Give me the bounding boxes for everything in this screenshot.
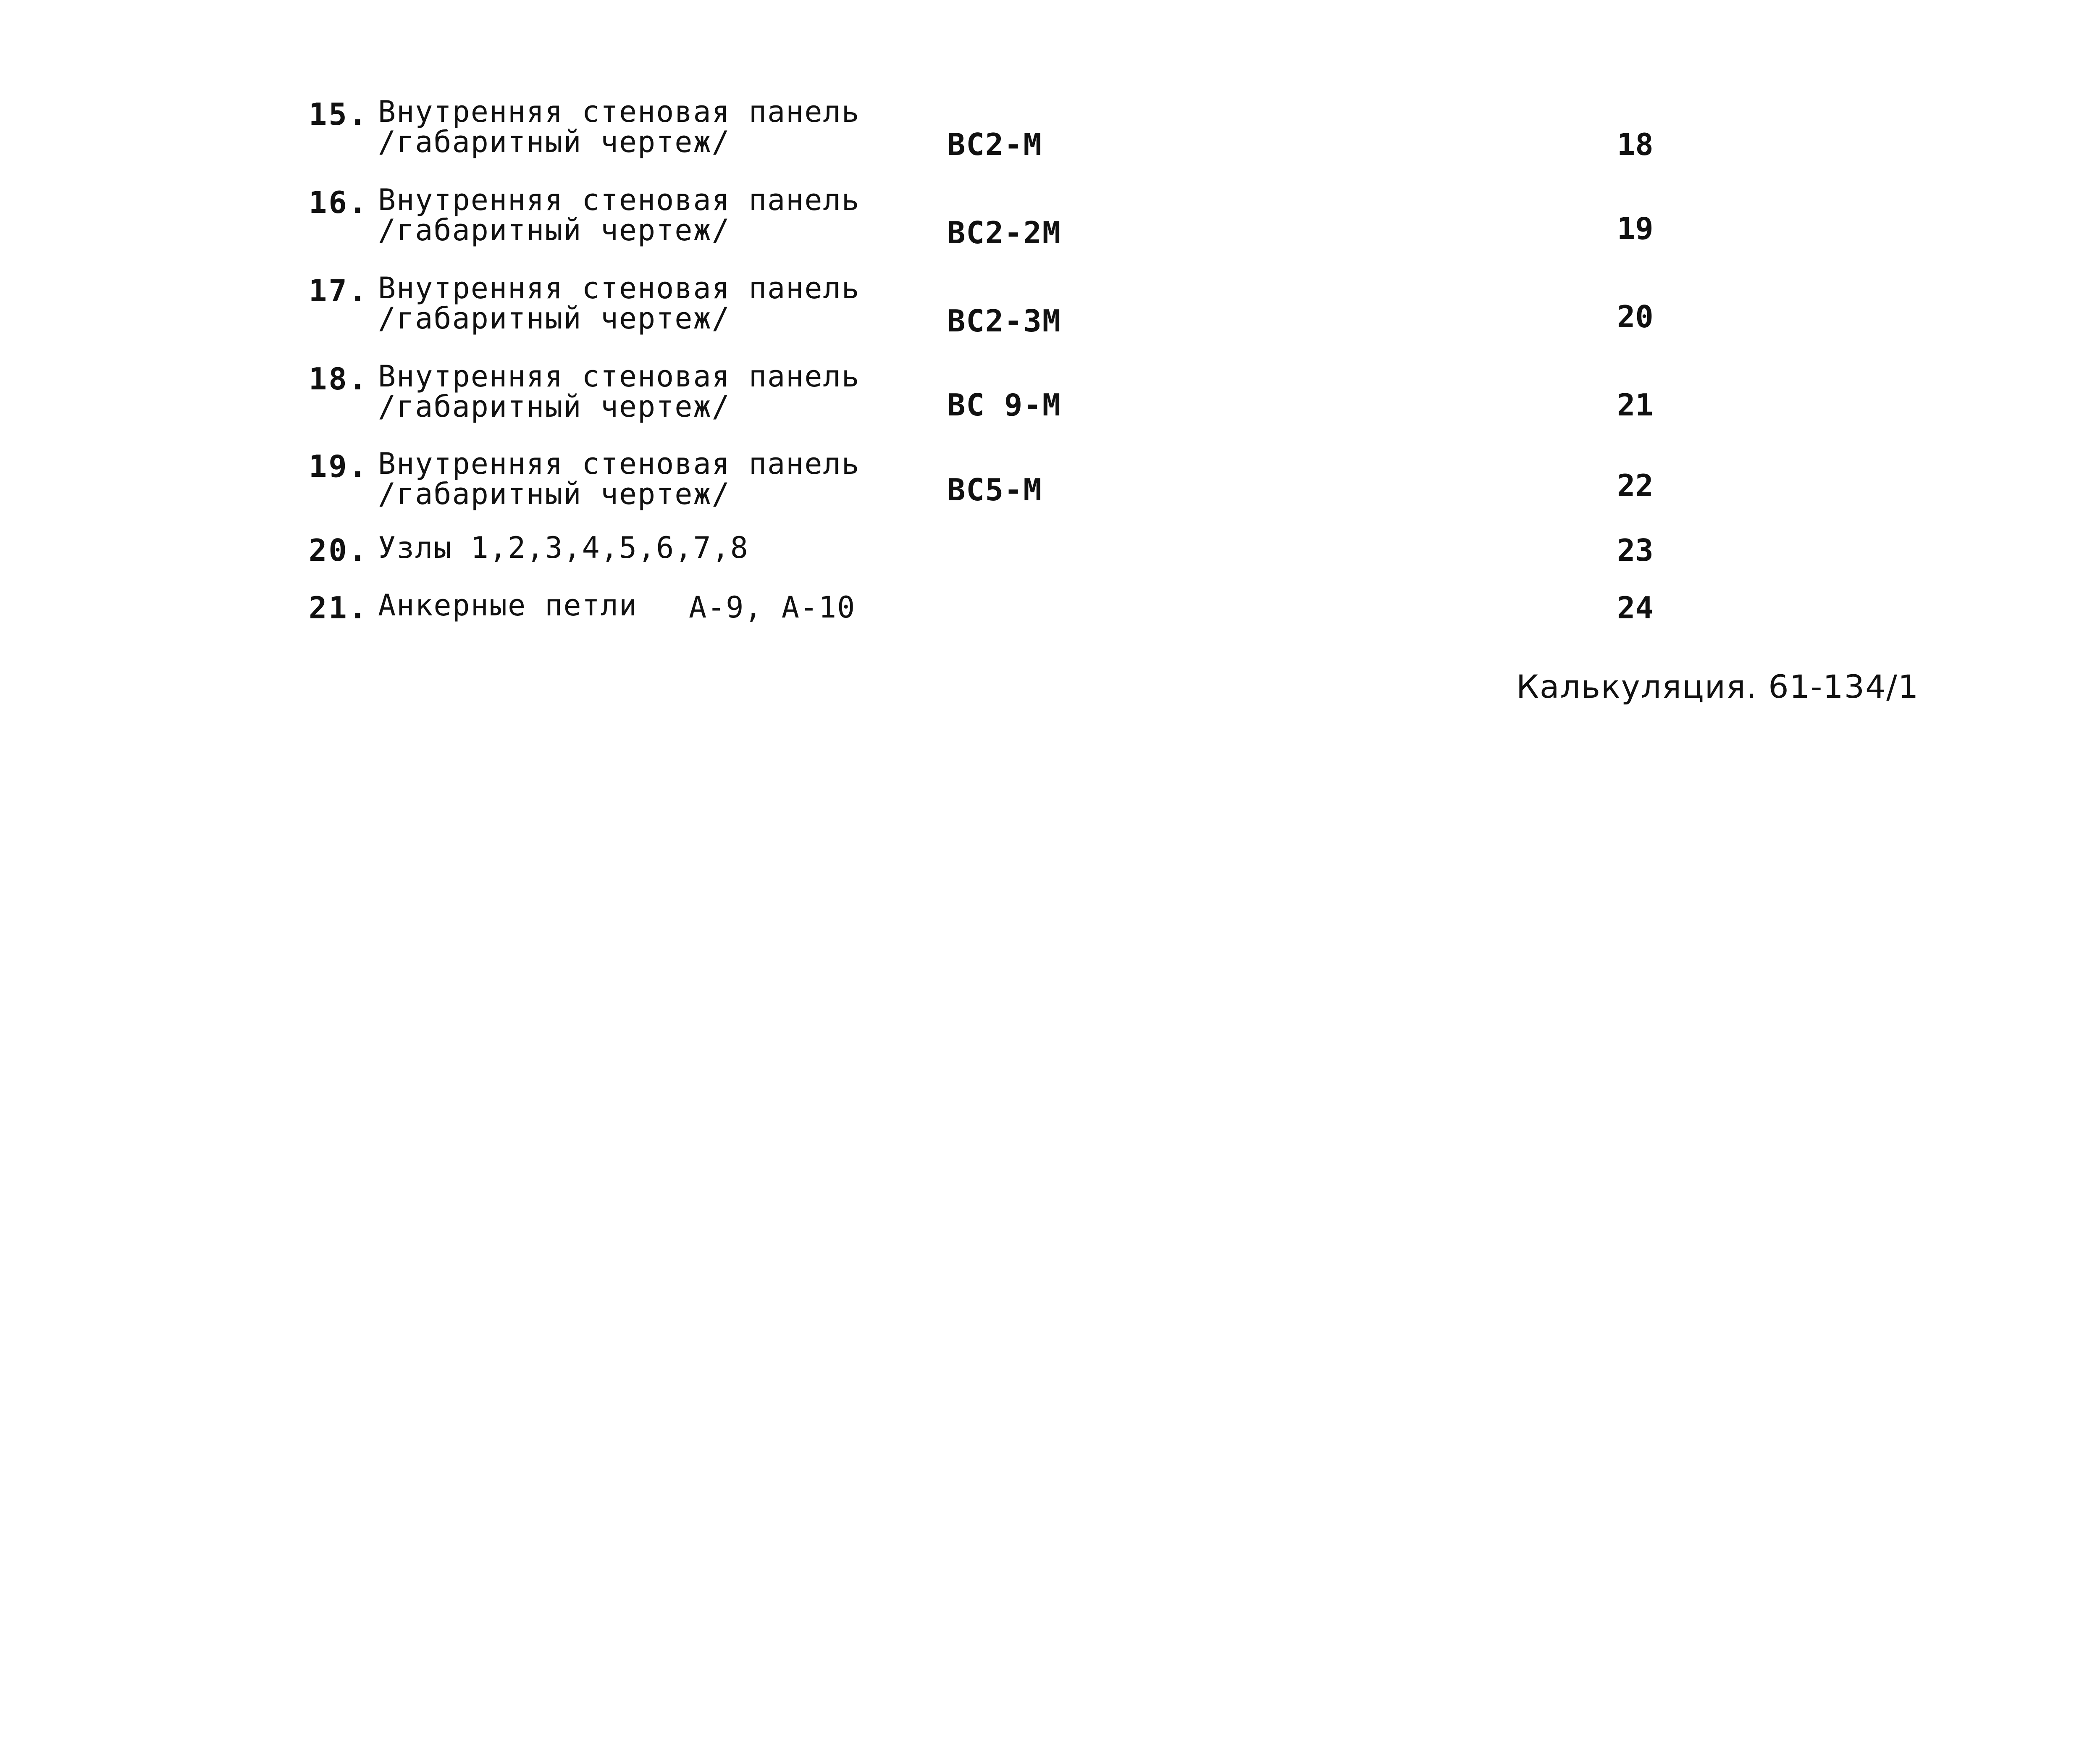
item-code: ВС2-М (947, 127, 1042, 162)
item-code: ВС5-М (947, 472, 1042, 507)
item-title (378, 361, 860, 422)
item-number: 19. (309, 449, 369, 484)
item-title-line: Анкерные петли (378, 588, 638, 623)
item-number: 21. (309, 590, 369, 625)
item-title-line: /габаритный чертеж/ (378, 213, 730, 247)
item-page-number: 19 (1617, 211, 1654, 246)
item-title-line: /габаритный чертеж/ (378, 125, 730, 159)
item-page-number: 20 (1617, 299, 1654, 334)
item-title-line: /габаритный чертеж/ (378, 301, 730, 336)
item-title (378, 185, 860, 245)
item-title-line: /габаритный чертеж/ (378, 477, 730, 511)
item-code: ВС2-2М (947, 215, 1062, 250)
item-title (378, 97, 860, 157)
item-title (378, 533, 749, 563)
item-number: 17. (309, 273, 369, 308)
item-number: 18. (309, 361, 369, 397)
item-number: 20. (309, 533, 369, 568)
item-title (378, 273, 860, 334)
item-title-line: /габаритный чертеж/ (378, 389, 730, 424)
item-title-line: Внутренняя стеновая панель (378, 271, 860, 305)
item-title (378, 588, 638, 623)
item-page-number: 23 (1617, 533, 1654, 568)
item-title-line: Внутренняя стеновая панель (378, 95, 860, 129)
item-title-line: Внутренняя стеновая панель (378, 447, 860, 481)
item-title-line: Внутренняя стеновая панель (378, 183, 860, 217)
item-page-number: 22 (1617, 468, 1654, 503)
item-title-line: Узлы 1,2,3,4,5,6,7,8 (378, 531, 749, 565)
item-code: ВС 9-М (947, 387, 1062, 423)
item-number: 16. (309, 185, 369, 220)
item-page-number: 21 (1617, 387, 1654, 423)
calculation-note: Калькуляция. 61-134/1 (1516, 668, 1919, 705)
item-code: ВС2-3М (947, 303, 1062, 339)
item-designation: А-9, А-10 (689, 590, 856, 625)
item-page-number: 24 (1617, 590, 1654, 625)
item-number: 15. (309, 97, 369, 132)
item-title (378, 449, 860, 509)
item-page-number: 18 (1617, 127, 1654, 162)
item-title-line: Внутренняя стеновая панель (378, 359, 860, 394)
